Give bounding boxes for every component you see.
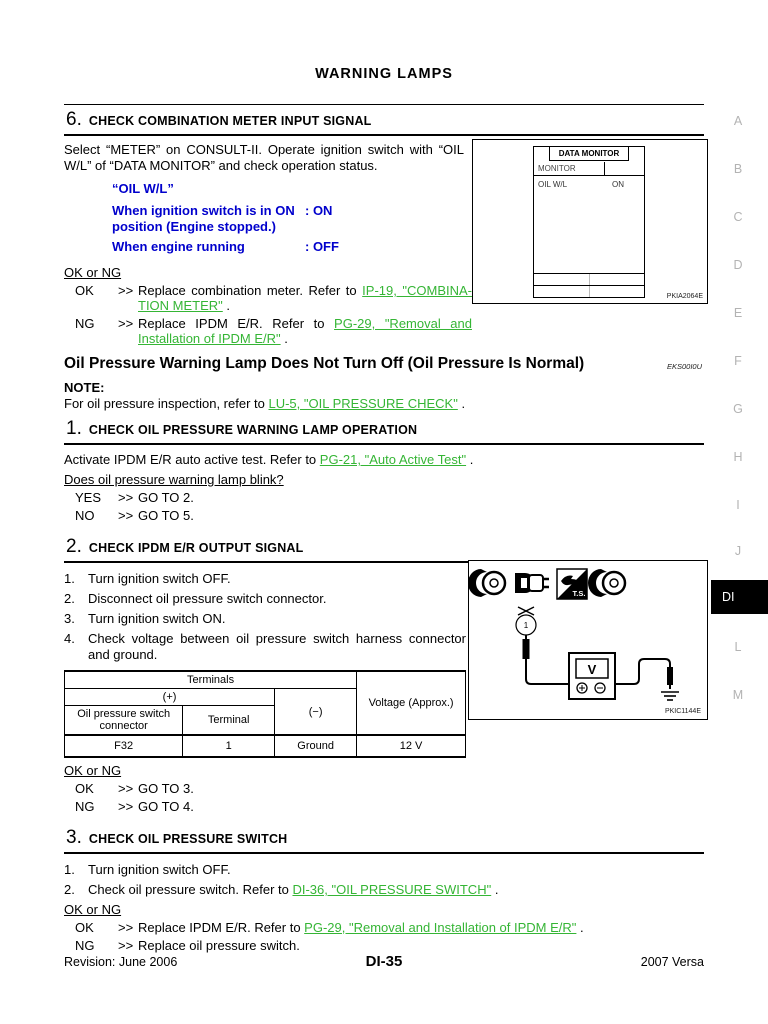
result-term: YES: [75, 490, 102, 505]
cell-terminal: 1: [183, 735, 275, 757]
ok-or-ng-label: OK or NG: [64, 763, 122, 778]
result-row-ng: [64, 938, 704, 953]
note-text: [64, 396, 704, 411]
ts-tester-icon: [557, 569, 587, 599]
section-6-title: CHECK COMBINATION METER INPUT SIGNAL: [88, 114, 372, 128]
monitor-item-name: OIL W/L: [538, 180, 568, 189]
section-1-number: 1.: [66, 418, 82, 439]
monitor-item-value: ON: [612, 180, 624, 189]
probe-wire-ground: [615, 659, 670, 689]
chevron: >>: [118, 919, 134, 935]
footer-revision: Revision: June 2006: [64, 955, 178, 969]
result-term: NG: [75, 937, 95, 953]
step-number: 2.: [64, 882, 75, 897]
step-text: Turn ignition switch OFF.: [88, 862, 231, 877]
table-header-row: [65, 671, 466, 689]
result-text-post: .: [222, 298, 231, 313]
section-3-header: [64, 825, 704, 854]
figure-voltage-test: [468, 560, 708, 720]
sidebar-letter-i: I: [736, 498, 740, 512]
chevron: >>: [118, 781, 134, 796]
result-text: GO TO 2.: [138, 490, 194, 505]
result-text: GO TO 5.: [138, 508, 194, 523]
monitor-label: MONITOR: [534, 162, 605, 175]
header-terminals: Terminals: [65, 671, 357, 689]
step-1: [64, 862, 704, 878]
screen-button-row: [534, 285, 644, 297]
section-6-intro: Select “METER” on CONSULT-II. Operate ignition switch with “OIL W/L” of “DATA MONITOR” and check operation status.: [64, 142, 464, 173]
result-term: NO: [75, 508, 95, 523]
sidebar-letter-a: A: [733, 114, 743, 128]
step-text-post: .: [491, 882, 499, 897]
eks-code: EKS00I0U: [666, 362, 702, 371]
result-text-post: .: [576, 919, 584, 935]
figure-code: PKIA2064E: [666, 293, 703, 300]
sidebar-letter-e: E: [733, 306, 743, 320]
step-number: 4.: [64, 631, 75, 646]
voltmeter-v-label: V: [587, 662, 597, 677]
result-row-yes: [64, 490, 704, 505]
spec-label-line1: When ignition switch is in ON: [112, 203, 295, 218]
section-1-header: [64, 416, 704, 445]
voltage-test-diagram: [469, 561, 707, 719]
chevron: >>: [118, 799, 134, 814]
ts-label: T.S.: [572, 589, 586, 598]
section-6-header: [64, 104, 704, 136]
section-6-number: 6.: [66, 109, 82, 130]
screen-button: [590, 274, 645, 285]
result-row-ng: [64, 799, 704, 814]
header-minus: (−): [275, 689, 357, 736]
section-3-title: CHECK OIL PRESSURE SWITCH: [88, 832, 288, 846]
step-number: 1.: [64, 862, 75, 877]
link-lu5-oil-pressure-check[interactable]: LU-5, "OIL PRESSURE CHECK": [268, 396, 458, 411]
symptom-heading-text: Oil Pressure Warning Lamp Does Not Turn Off (Oil Pressure Is Normal): [64, 355, 585, 372]
result-text: GO TO 3.: [138, 781, 194, 796]
terminal-pin-symbol: [516, 607, 536, 635]
step-number: 2.: [64, 591, 75, 606]
result-text: [138, 316, 472, 346]
cell-voltage: 12 V: [357, 735, 466, 757]
sidebar-letter-j: J: [734, 544, 742, 558]
spec-value-on: : ON: [305, 203, 333, 218]
link-pg21-auto-active-test[interactable]: PG-21, "Auto Active Test": [319, 452, 467, 467]
body-pre: Activate IPDM E/R auto active test. Refer to: [64, 452, 320, 467]
header-voltage: Voltage (Approx.): [357, 671, 466, 735]
section-2-header: [64, 534, 704, 563]
sidebar-letter-g: G: [733, 402, 743, 416]
cell-connector: F32: [65, 735, 183, 757]
result-row-ok: [64, 781, 704, 796]
result-text-pre: Replace IPDM E/R. Refer to: [138, 316, 335, 331]
cell-minus: Ground: [275, 735, 357, 757]
step-2: [64, 882, 704, 898]
page-title: WARNING LAMPS: [315, 66, 453, 82]
link-pg29-removal-installation[interactable]: PG-29, "Removal and Installation of IPDM E/R": [304, 919, 577, 935]
consult-screen-title: DATA MONITOR: [549, 147, 629, 161]
result-term: OK: [75, 919, 94, 935]
monitor-item-row: [534, 176, 644, 189]
sidebar-letter-m: M: [732, 688, 744, 702]
result-term: NG: [75, 799, 95, 814]
note-label: NOTE:: [64, 380, 105, 395]
sidebar-letter-l: L: [734, 640, 742, 654]
sidebar-tab-di: DI: [711, 580, 768, 614]
result-text: Replace oil pressure switch.: [138, 937, 300, 953]
disconnect-plug-icon: [515, 573, 549, 593]
header-plus: (+): [65, 689, 275, 706]
spec-label-line1: When engine running: [112, 239, 245, 254]
diagnostic-question: Does oil pressure warning lamp blink?: [64, 472, 284, 487]
result-term: OK: [75, 781, 94, 796]
result-text: GO TO 4.: [138, 799, 194, 814]
result-text: [138, 283, 472, 313]
section-1-title: CHECK OIL PRESSURE WARNING LAMP OPERATION: [88, 423, 418, 437]
chevron: >>: [118, 283, 134, 298]
result-text: [138, 920, 704, 935]
section-3-steps: [64, 862, 704, 898]
result-text-post: .: [280, 331, 288, 346]
voltmeter-icon: [569, 653, 615, 699]
sidebar-letter-b: B: [733, 162, 743, 176]
footer-model: 2007 Versa: [640, 955, 704, 969]
link-pg29-removal-installation[interactable]: PG-29, "Removal and Installation of IPDM E/R": [138, 316, 473, 346]
header-connector: Oil pressure switch connector: [65, 706, 183, 736]
symptom-heading: [64, 355, 704, 373]
step-text: Disconnect oil pressure switch connector.: [88, 591, 327, 606]
pin-number: 1: [523, 621, 529, 630]
ok-or-ng-label: OK or NG: [64, 265, 122, 280]
result-term: NG: [75, 316, 95, 331]
section-3-number: 3.: [66, 827, 82, 848]
note-text-post: .: [457, 396, 466, 411]
consult-monitor-row: [534, 162, 644, 176]
connector-icon: [588, 569, 625, 597]
footer-page-number: DI-35: [365, 953, 403, 970]
ok-or-ng-label: OK or NG: [64, 901, 122, 917]
link-di36-oil-pressure-switch[interactable]: DI-36, "OIL PRESSURE SWITCH": [292, 882, 492, 897]
result-text-pre: Replace combination meter. Refer to: [138, 283, 363, 298]
step-text: [88, 882, 704, 898]
voltage-table: [64, 670, 466, 758]
section-2-title: CHECK IPDM E/R OUTPUT SIGNAL: [88, 541, 304, 555]
spec-label-line2: position (Engine stopped.): [112, 219, 276, 234]
section-1-body: [64, 452, 704, 467]
header-terminal: Terminal: [183, 706, 275, 736]
section-2-number: 2.: [66, 536, 82, 557]
result-text-pre: Replace IPDM E/R. Refer to: [138, 919, 305, 935]
link-ip19-combination-meter[interactable]: IP-19, "COMBINA-TION METER": [138, 283, 472, 313]
result-row-ng: [64, 316, 704, 346]
result-term: OK: [75, 283, 94, 298]
probe-wire-positive: [526, 635, 569, 684]
chevron: >>: [118, 508, 134, 523]
chevron: >>: [118, 316, 134, 331]
chevron: >>: [118, 937, 134, 953]
spec-title: “OIL W/L”: [112, 181, 174, 196]
chevron: >>: [118, 490, 134, 505]
consult-screen: [533, 146, 645, 298]
connector-icon: [469, 569, 505, 597]
step-text-pre: Check oil pressure switch. Refer to: [88, 882, 293, 897]
sidebar-letter-h: H: [733, 450, 743, 464]
result-row-ok: [64, 920, 704, 935]
body-post: .: [466, 452, 474, 467]
note-text-pre: For oil pressure inspection, refer to: [64, 396, 269, 411]
result-row-no: [64, 508, 704, 523]
screen-button-row: [534, 273, 644, 285]
step-number: 3.: [64, 611, 75, 626]
figure-code: PKIC1144E: [664, 708, 701, 715]
screen-button: [590, 286, 645, 297]
table-row: [65, 735, 466, 757]
screen-spacer: [534, 189, 644, 273]
sidebar-letter-c: C: [733, 210, 743, 224]
screen-button: [534, 286, 590, 297]
screen-button: [534, 274, 590, 285]
ground-symbol: [661, 692, 679, 700]
step-text: Turn ignition switch ON.: [88, 611, 226, 626]
spec-value-off: : OFF: [305, 239, 339, 254]
step-text: Check voltage between oil pressure switch harness connector and ground.: [88, 631, 466, 662]
sidebar-letter-f: F: [734, 354, 742, 368]
step-number: 1.: [64, 571, 75, 586]
sidebar-letter-d: D: [733, 258, 743, 272]
figure-data-monitor: [472, 139, 708, 304]
step-text: Turn ignition switch OFF.: [88, 571, 231, 586]
